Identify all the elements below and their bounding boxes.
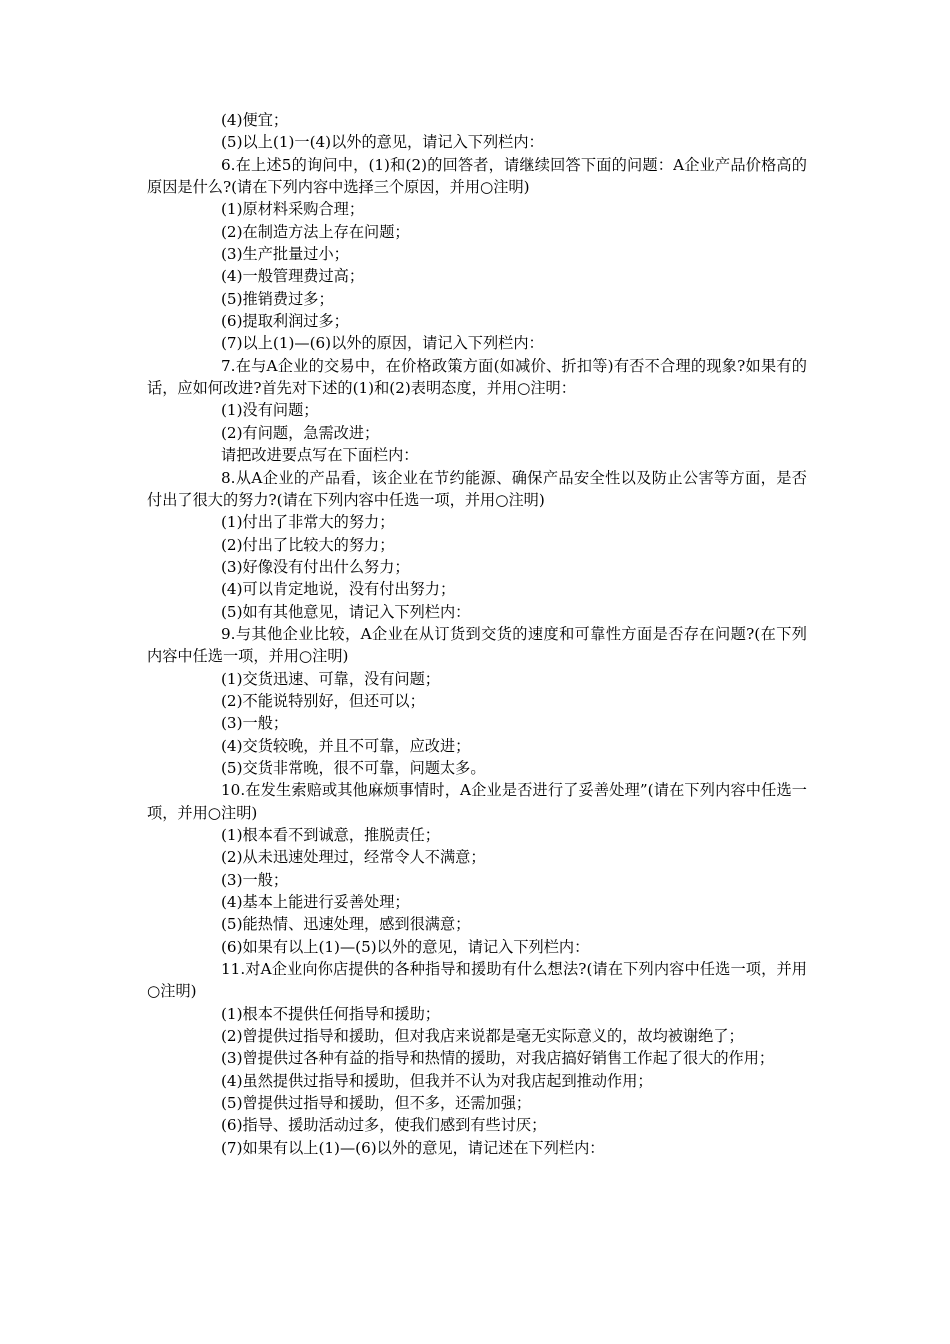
answer-option-line: (2)从未迅速处理过，经常令人不满意； (221, 848, 486, 867)
answer-option-line: (1)根本不提供任何指导和援助； (221, 1004, 440, 1023)
answer-option-line: (4)一般管理费过高； (221, 267, 365, 286)
answer-option-line: (5)以上(1)一(4)以外的意见，请记入下列栏内： (221, 133, 544, 152)
answer-option-line: (4)基本上能进行妥善处理； (221, 893, 410, 912)
answer-option-line: 请把改进要点写在下面栏内： (221, 446, 419, 465)
question-paragraph: 6.在上述5的询问中，(1)和(2)的回答者，请继续回答下面的问题：A企业产品价格高的原因是什么?(请在下列内容中选择三个原因，并用○注明) (147, 155, 807, 197)
answer-option-line: (3)生产批量过小； (221, 245, 349, 264)
answer-option-line: (3)一般； (221, 870, 289, 889)
document-page (147, 109, 807, 1159)
answer-option-line: (2)付出了比较大的努力； (221, 535, 395, 554)
answer-option-line: (5)曾提供过指导和援助，但不多，还需加强； (221, 1094, 532, 1113)
answer-option-line: (2)有问题，急需改进； (221, 423, 380, 442)
question-paragraph: 8.从A企业的产品看，该企业在节约能源、确保产品安全性以及防止公害等方面，是否付出了很大的努力?(请在下列内容中任选一项，并用○注明) (147, 468, 807, 509)
answer-option-line: (1)没有问题； (221, 401, 319, 420)
answer-option-line: (1)原材料采购合理； (221, 200, 365, 219)
answer-option-line: (1)交货迅速、可靠，没有问题； (221, 669, 440, 688)
answer-option-line: (4)虽然提供过指导和援助，但我并不认为对我店起到推动作用； (221, 1071, 653, 1090)
answer-option-line: (4)便宜； (221, 111, 289, 129)
answer-option-line: (3)好像没有付出什么努力； (221, 557, 410, 576)
question-paragraph: 7.在与A企业的交易中，在价格政策方面(如减价、折扣等)有否不合理的现象?如果有的话，应如何改进?首先对下述的(1)和(2)表明态度，并用○注明： (147, 356, 807, 398)
question-paragraph: (3)曾提供过各种有益的指导和热情的援助，对我店搞好销售工作起了很大的作用； (221, 1049, 775, 1068)
answer-option-line: (6)指导、援助活动过多，使我们感到有些讨厌； (221, 1116, 547, 1135)
answer-option-line: (7)如果有以上(1)—(6)以外的意见，请记述在下列栏内： (221, 1138, 605, 1157)
answer-option-line: (4)交货较晚，并且不可靠，应改进； (221, 736, 471, 755)
answer-option-line: (6)提取利润过多； (221, 312, 349, 331)
answer-option-line: (2)在制造方法上存在问题； (221, 222, 410, 241)
question-paragraph: 11.对A企业向你店提供的各种指导和援助有什么想法?(请在下列内容中任选一项，并用 ○注明) (147, 960, 807, 1001)
question-paragraph: (2)曾提供过指导和援助，但对我店来说都是毫无实际意义的，故均被谢绝了； (221, 1027, 744, 1046)
answer-option-line: (4)可以肯定地说，没有付出努力； (221, 580, 456, 599)
answer-option-line: (3)一般； (221, 714, 289, 733)
answer-option-line: (5)能热情、迅速处理，感到很满意； (221, 915, 471, 934)
answer-option-line: (5)交货非常晚，很不可靠，问题太多。 (221, 758, 486, 777)
answer-option-line: (5)如有其他意见，请记入下列栏内： (221, 602, 471, 621)
answer-option-line: (1)付出了非常大的努力； (221, 513, 395, 532)
question-paragraph: 9.与其他企业比较，A企业在从订货到交货的速度和可靠性方面是否存在问题?(在下列内容中任选一项，并用○注明) (147, 624, 807, 666)
question-paragraph: 10.在发生索赔或其他麻烦事情时，A企业是否进行了妥善处理”(请在下列内容中任选一项，并用○注明) (147, 781, 807, 822)
answer-option-line: (1)根本看不到诚意，推脱责任； (221, 826, 440, 844)
answer-option-line: (6)如果有以上(1)—(5)以外的意见，请记入下列栏内： (221, 937, 590, 956)
answer-option-line: (5)推销费过多； (221, 289, 334, 308)
answer-option-line: (7)以上(1)—(6)以外的原因，请记入下列栏内： (221, 334, 544, 353)
answer-option-line: (2)不能说特别好，但还可以； (221, 691, 425, 710)
